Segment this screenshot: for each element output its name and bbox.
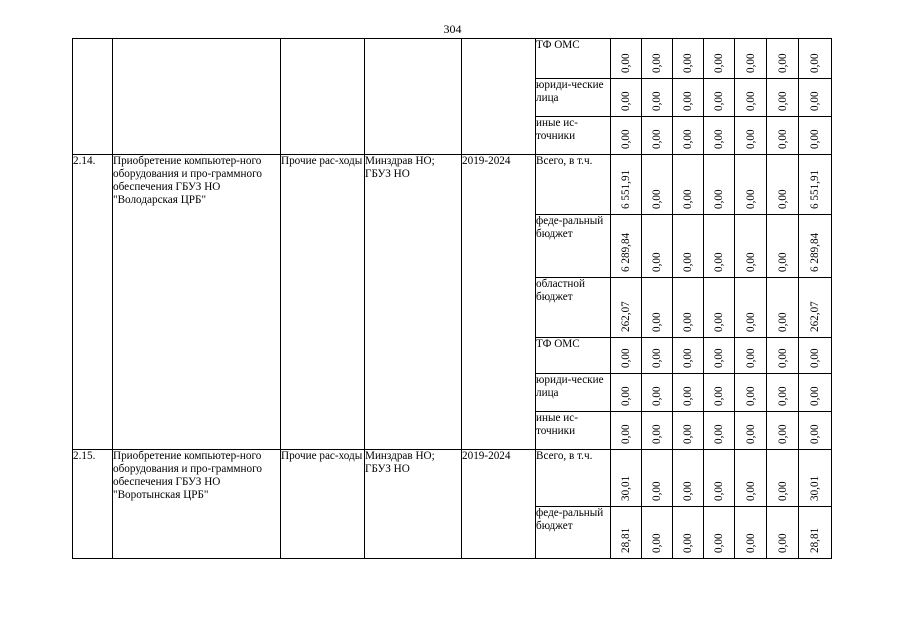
value-text: 0,00: [713, 312, 725, 332]
value-cell: [704, 412, 735, 450]
value-text: 0,00: [682, 53, 694, 73]
funding-source-cell: ТФ ОМС: [536, 39, 611, 79]
value-text: 0,00: [744, 91, 757, 111]
value-text: 0,00: [713, 386, 725, 406]
item-number-cell: 2.14.: [73, 155, 113, 450]
table-row: [73, 450, 891, 507]
value-text: 0,00: [651, 91, 663, 111]
value-cell: [799, 39, 832, 79]
value-text: 0,00: [776, 189, 789, 209]
value-text: 0,00: [809, 91, 821, 111]
executor-cell: Минздрав НО; ГБУЗ НО: [365, 450, 462, 559]
value-text: 0,00: [744, 348, 757, 368]
value-text: 0,00: [682, 312, 694, 332]
value-text: 0,00: [744, 386, 757, 406]
period-cell: [462, 39, 536, 155]
value-text: 0,00: [651, 424, 663, 444]
value-cell: [642, 215, 673, 278]
value-text: 0,00: [744, 481, 757, 501]
value-cell: [799, 412, 832, 450]
value-text: 0,00: [651, 189, 663, 209]
value-cell: [611, 155, 642, 215]
value-cell: [704, 79, 735, 117]
value-text: 0,00: [682, 348, 694, 368]
value-text: 0,00: [744, 312, 757, 332]
value-cell: [673, 79, 704, 117]
item-name-cell: [113, 39, 281, 155]
value-cell: [611, 215, 642, 278]
funding-source-cell: феде-ральный бюджет: [536, 215, 611, 278]
value-cell: [767, 450, 799, 507]
value-cell: [735, 338, 767, 374]
value-text: 0,00: [651, 533, 663, 553]
value-cell: [673, 412, 704, 450]
value-text: 0,00: [682, 252, 694, 272]
value-cell: [642, 79, 673, 117]
value-text: 0,00: [620, 129, 632, 149]
value-cell: [611, 79, 642, 117]
funding-source-cell: юриди-ческие лица: [536, 79, 611, 117]
value-cell: [642, 450, 673, 507]
value-text: 0,00: [651, 348, 663, 368]
value-cell: [642, 374, 673, 412]
value-text: 0,00: [651, 481, 663, 501]
value-text: 0,00: [776, 129, 789, 149]
value-cell: [704, 374, 735, 412]
expense-type-cell: Прочие рас-ходы: [281, 450, 365, 559]
value-text: 0,00: [713, 424, 725, 444]
value-text: 0,00: [620, 424, 632, 444]
value-text: 0,00: [776, 91, 789, 111]
item-number-cell: 2.15.: [73, 450, 113, 559]
value-text: 0,00: [620, 386, 632, 406]
value-cell: [673, 278, 704, 338]
period-cell: 2019-2024: [462, 450, 536, 559]
value-cell: [673, 338, 704, 374]
value-cell: [704, 507, 735, 559]
value-cell: [704, 215, 735, 278]
value-text: 0,00: [713, 252, 725, 272]
funding-source-cell: областной бюджет: [536, 278, 611, 338]
value-cell: [611, 278, 642, 338]
value-text: 0,00: [776, 348, 789, 368]
value-text: 0,00: [744, 189, 757, 209]
value-text: 0,00: [776, 252, 789, 272]
value-text: 262,07: [620, 301, 632, 332]
value-text: 0,00: [620, 348, 632, 368]
value-text: 0,00: [713, 53, 725, 73]
value-text: 0,00: [809, 386, 821, 406]
value-cell: [735, 507, 767, 559]
executor-cell: Минздрав НО; ГБУЗ НО: [365, 155, 462, 450]
value-text: 0,00: [682, 424, 694, 444]
value-text: 0,00: [809, 53, 821, 73]
item-name-cell: Приобретение компьютер-ного оборудования и про-граммного обеспечения ГБУЗ НО "Воротынская ЦРБ": [113, 450, 281, 559]
value-cell: [799, 278, 832, 338]
value-text: 0,00: [682, 91, 694, 111]
value-text: 0,00: [620, 91, 632, 111]
value-cell: [673, 374, 704, 412]
value-cell: [673, 39, 704, 79]
value-text: 0,00: [776, 53, 789, 73]
item-number-cell: [73, 39, 113, 155]
funding-source-cell: ТФ ОМС: [536, 338, 611, 374]
value-text: 0,00: [651, 386, 663, 406]
value-text: 30,01: [620, 475, 632, 501]
value-text: 0,00: [776, 424, 789, 444]
value-cell: [767, 39, 799, 79]
value-cell: [673, 155, 704, 215]
value-text: 0,00: [776, 386, 789, 406]
value-cell: [704, 450, 735, 507]
item-name-cell: Приобретение компьютер-ного оборудования и про-граммного обеспечения ГБУЗ НО "Володарская ЦРБ": [113, 155, 281, 450]
budget-table: [72, 38, 891, 559]
value-text: 6 551,91: [620, 169, 632, 209]
expense-type-cell: Прочие рас-ходы: [281, 155, 365, 450]
value-cell: [611, 412, 642, 450]
value-text: 0,00: [744, 533, 757, 553]
value-cell: [799, 338, 832, 374]
value-cell: [704, 39, 735, 79]
value-cell: [799, 374, 832, 412]
value-text: 0,00: [713, 129, 725, 149]
value-text: 0,00: [651, 129, 663, 149]
value-cell: [642, 507, 673, 559]
value-cell: [673, 117, 704, 155]
value-cell: [673, 450, 704, 507]
value-cell: [673, 215, 704, 278]
value-cell: [611, 338, 642, 374]
period-cell: 2019-2024: [462, 155, 536, 450]
value-cell: [642, 278, 673, 338]
value-cell: [767, 412, 799, 450]
value-text: 0,00: [713, 348, 725, 368]
value-cell: [799, 507, 832, 559]
value-cell: [642, 117, 673, 155]
value-text: 0,00: [744, 424, 757, 444]
funding-source-cell: феде-ральный бюджет: [536, 507, 611, 559]
value-cell: [642, 412, 673, 450]
value-cell: [735, 39, 767, 79]
value-text: 0,00: [682, 189, 694, 209]
value-text: 6 551,91: [809, 169, 821, 209]
value-text: 0,00: [682, 386, 694, 406]
value-cell: [735, 117, 767, 155]
value-cell: [704, 338, 735, 374]
value-cell: [735, 278, 767, 338]
value-text: 0,00: [744, 129, 757, 149]
value-cell: [767, 338, 799, 374]
value-cell: [642, 39, 673, 79]
value-cell: [704, 117, 735, 155]
funding-source-cell: иные ис-точники: [536, 412, 611, 450]
value-cell: [735, 79, 767, 117]
value-text: 0,00: [620, 53, 632, 73]
page-number: 304: [443, 22, 462, 36]
funding-source-cell: иные ис-точники: [536, 117, 611, 155]
value-cell: [767, 117, 799, 155]
value-text: 0,00: [713, 189, 725, 209]
value-cell: [735, 155, 767, 215]
value-cell: [799, 155, 832, 215]
funding-source-cell: юриди-ческие лица: [536, 374, 611, 412]
value-cell: [704, 278, 735, 338]
value-cell: [611, 450, 642, 507]
value-cell: [704, 155, 735, 215]
value-text: 0,00: [744, 53, 757, 73]
value-cell: [735, 450, 767, 507]
executor-cell: [365, 39, 462, 155]
table-row: [73, 39, 891, 79]
value-text: 0,00: [776, 481, 789, 501]
value-cell: [799, 79, 832, 117]
funding-source-cell: Всего, в т.ч.: [536, 450, 611, 507]
value-cell: [611, 117, 642, 155]
value-cell: [767, 79, 799, 117]
expense-type-cell: [281, 39, 365, 155]
value-text: 0,00: [651, 312, 663, 332]
value-cell: [799, 450, 832, 507]
value-cell: [767, 278, 799, 338]
value-cell: [611, 374, 642, 412]
value-text: 0,00: [651, 252, 663, 272]
value-text: 0,00: [713, 533, 725, 553]
value-text: 0,00: [682, 481, 694, 501]
value-text: 0,00: [776, 533, 789, 553]
value-cell: [767, 507, 799, 559]
value-cell: [611, 39, 642, 79]
value-text: 6 289,84: [620, 232, 632, 272]
value-cell: [735, 412, 767, 450]
value-cell: [642, 338, 673, 374]
value-cell: [673, 507, 704, 559]
value-text: 0,00: [744, 252, 757, 272]
value-text: 28,81: [620, 527, 632, 553]
value-text: 0,00: [682, 129, 694, 149]
value-text: 262,07: [809, 301, 821, 332]
funding-source-cell: Всего, в т.ч.: [536, 155, 611, 215]
value-text: 0,00: [713, 481, 725, 501]
value-text: 0,00: [713, 91, 725, 111]
value-cell: [642, 155, 673, 215]
value-text: 0,00: [809, 348, 821, 368]
value-text: 0,00: [651, 53, 663, 73]
value-text: 0,00: [682, 533, 694, 553]
value-text: 30,01: [809, 475, 821, 501]
table-row: [73, 155, 891, 215]
value-text: 28,81: [809, 527, 821, 553]
value-text: 0,00: [809, 129, 821, 149]
value-cell: [767, 215, 799, 278]
value-cell: [611, 507, 642, 559]
value-cell: [799, 117, 832, 155]
value-cell: [767, 374, 799, 412]
value-cell: [735, 374, 767, 412]
value-cell: [767, 155, 799, 215]
value-text: 0,00: [809, 424, 821, 444]
value-cell: [735, 215, 767, 278]
value-cell: [799, 215, 832, 278]
value-text: 6 289,84: [809, 232, 821, 272]
value-text: 0,00: [776, 312, 789, 332]
